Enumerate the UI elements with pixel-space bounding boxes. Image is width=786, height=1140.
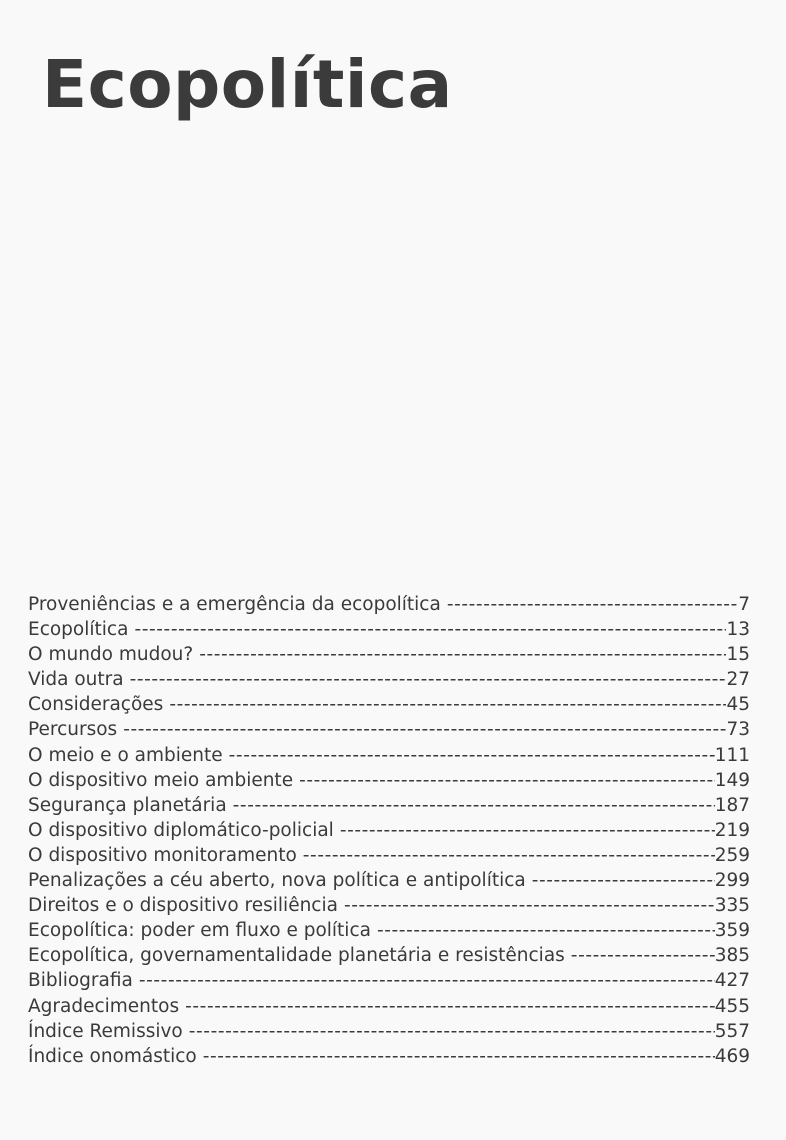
toc-leader <box>199 642 726 667</box>
toc-entry[interactable] <box>28 592 750 617</box>
toc-entry-title: O meio e o ambiente <box>28 744 223 766</box>
toc-entry-title: O dispositivo diplomático-policial <box>28 819 334 841</box>
toc-leader <box>571 943 715 968</box>
toc-entry-page: 359 <box>714 920 750 942</box>
toc-entry[interactable] <box>28 743 750 768</box>
toc-entry[interactable] <box>28 868 750 893</box>
toc-entry-page: 427 <box>714 970 750 992</box>
toc-entry-page: 469 <box>714 1045 750 1067</box>
toc-entry-title: O dispositivo monitoramento <box>28 844 297 866</box>
toc-entry[interactable] <box>28 793 750 818</box>
toc-entry-page: 27 <box>726 669 750 691</box>
toc-entry-title: Considerações <box>28 694 164 716</box>
toc-entry-title: O dispositivo meio ambiente <box>28 769 294 791</box>
toc-leader <box>123 717 726 742</box>
toc-entry[interactable] <box>28 918 750 943</box>
toc-leader <box>169 692 726 717</box>
toc-entry-page: 299 <box>714 870 750 892</box>
toc-entry-title: Direitos e o dispositivo resiliência <box>28 895 338 917</box>
toc-entry-title: O mundo mudou? <box>28 644 194 666</box>
toc-leader <box>139 968 715 993</box>
toc-leader <box>340 818 715 843</box>
toc-leader <box>344 893 715 918</box>
toc-entry-title: Ecopolítica <box>28 619 129 641</box>
toc-entry[interactable] <box>28 1044 750 1069</box>
toc-leader <box>447 592 738 617</box>
toc-entry[interactable] <box>28 692 750 717</box>
toc-leader <box>532 868 715 893</box>
toc-entry-title: Vida outra <box>28 669 124 691</box>
toc-leader <box>233 793 715 818</box>
toc-leader <box>299 768 715 793</box>
toc-entry[interactable] <box>28 667 750 692</box>
toc-entry-page: 259 <box>714 844 750 866</box>
toc-entry[interactable] <box>28 642 750 667</box>
toc-leader <box>229 743 715 768</box>
toc-entry-page: 73 <box>726 719 750 741</box>
toc-entry-title: Índice onomástico <box>28 1045 197 1067</box>
toc-entry[interactable] <box>28 818 750 843</box>
toc-entry-title: Ecopolítica: poder em fluxo e política <box>28 920 371 942</box>
toc-entry-title: Índice Remissivo <box>28 1020 183 1042</box>
toc-entry[interactable] <box>28 893 750 918</box>
toc-entry-title: Agradecimentos <box>28 995 180 1017</box>
toc-entry[interactable] <box>28 943 750 968</box>
toc-entry[interactable] <box>28 994 750 1019</box>
toc-leader <box>203 1044 715 1069</box>
page-title: Ecopolítica <box>42 46 453 123</box>
toc-entry-title: Proveniências e a emergência da ecopolítica <box>28 594 441 615</box>
toc-leader <box>377 918 715 943</box>
toc-entry-page: 15 <box>726 644 750 666</box>
toc-entry[interactable] <box>28 843 750 868</box>
toc-entry[interactable] <box>28 768 750 793</box>
toc-entry[interactable] <box>28 1019 750 1044</box>
toc-leader <box>134 617 726 642</box>
toc-leader <box>189 1019 715 1044</box>
toc-entry-page: 455 <box>714 995 750 1017</box>
toc-entry-page: 385 <box>714 945 750 967</box>
toc-entry-page: 111 <box>714 744 750 766</box>
toc-entry[interactable] <box>28 968 750 993</box>
toc-entry-page: 45 <box>726 694 750 716</box>
toc-entry[interactable] <box>28 617 750 642</box>
toc-entry-page: 187 <box>714 794 750 816</box>
toc-entry-page: 557 <box>714 1020 750 1042</box>
toc-entry-page: 149 <box>714 769 750 791</box>
toc-entry-title: Bibliografia <box>28 970 133 992</box>
toc-entry-page: 335 <box>714 895 750 917</box>
toc-entry[interactable] <box>28 717 750 742</box>
table-of-contents <box>28 592 750 1069</box>
toc-entry-page: 7 <box>738 594 750 615</box>
toc-leader <box>185 994 715 1019</box>
toc-entry-title: Ecopolítica, governamentalidade planetária e resistências <box>28 945 565 967</box>
toc-entry-title: Segurança planetária <box>28 794 227 816</box>
toc-entry-page: 13 <box>726 619 750 641</box>
toc-entry-title: Penalizações a céu aberto, nova política e antipolítica <box>28 870 526 892</box>
toc-entry-page: 219 <box>714 819 750 841</box>
toc-leader <box>130 667 727 692</box>
toc-entry-title: Percursos <box>28 719 118 741</box>
toc-leader <box>303 843 715 868</box>
